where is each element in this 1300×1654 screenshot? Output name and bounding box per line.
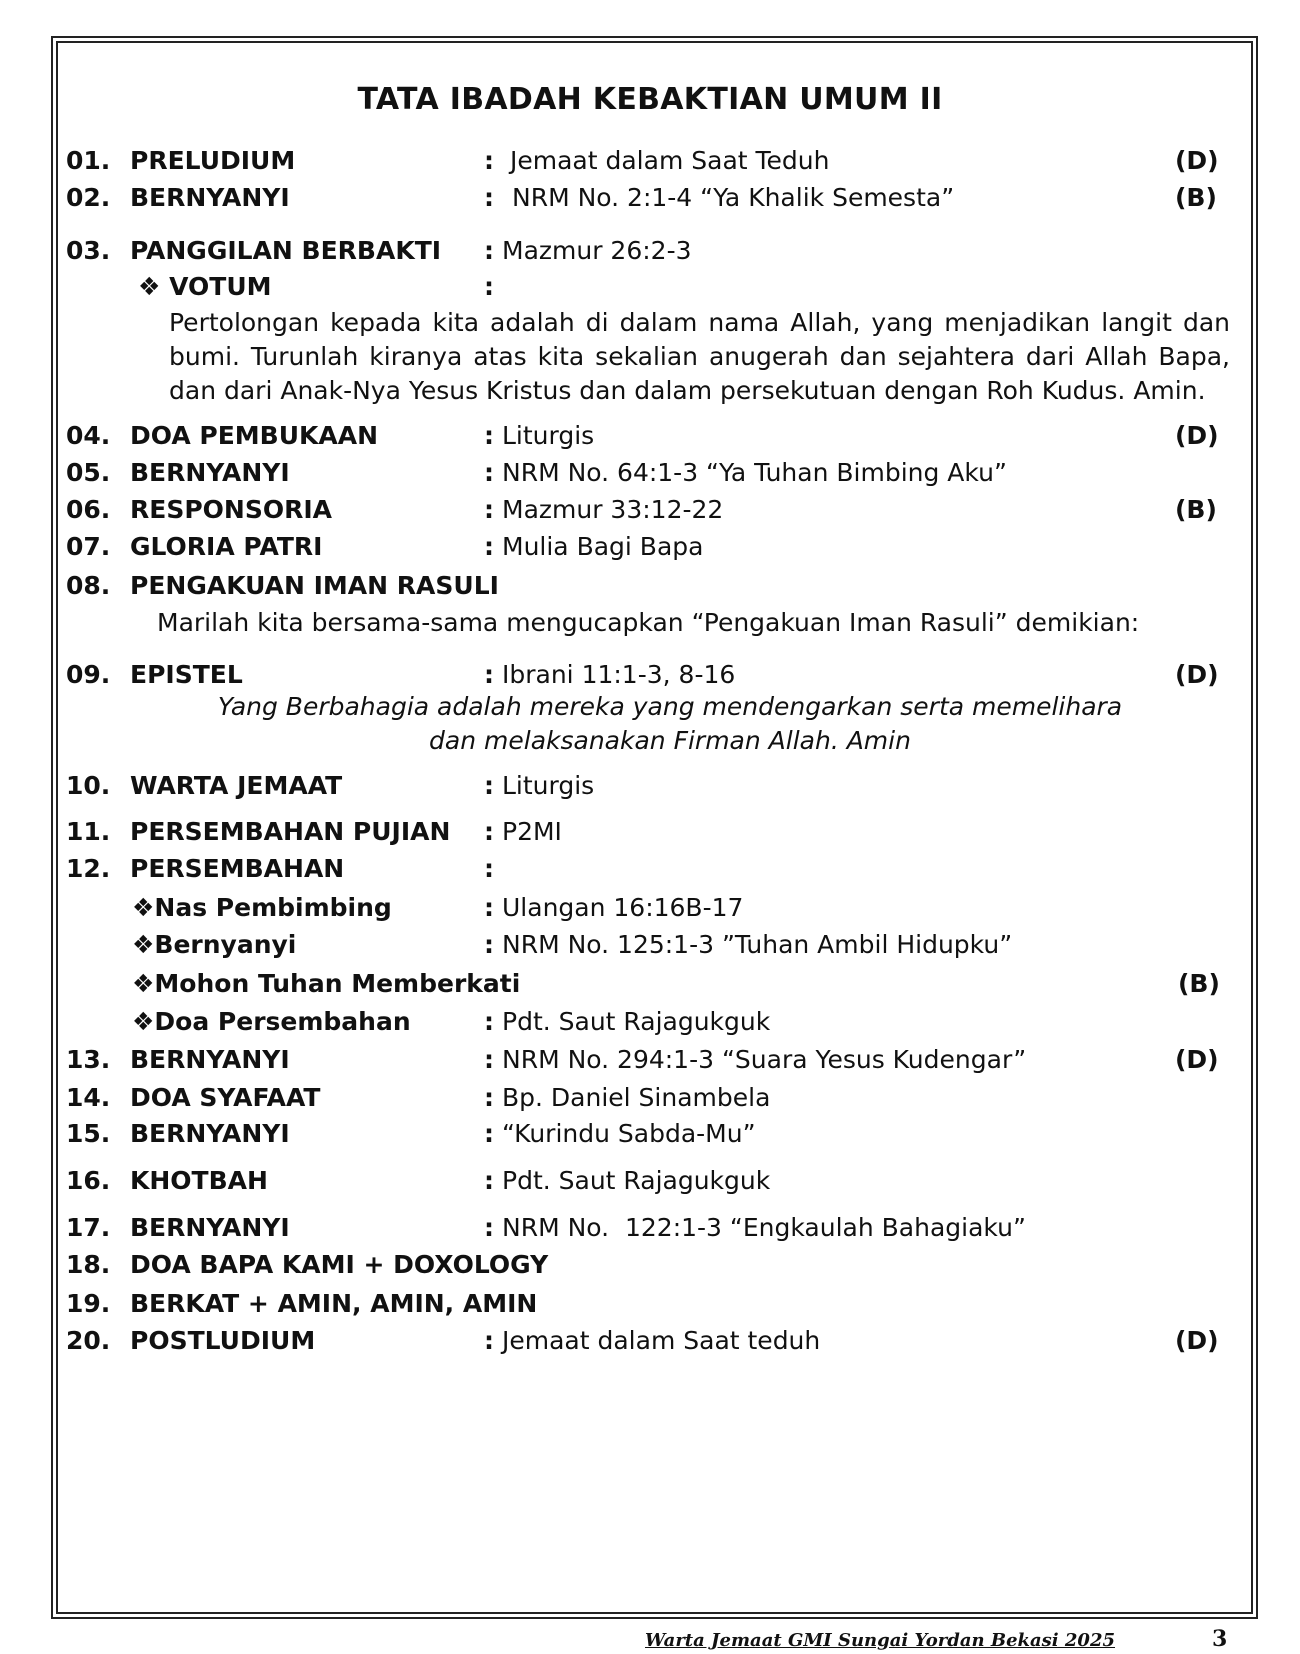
item-label: DOA BAPA KAMI + DOXOLOGY <box>130 1250 549 1279</box>
item-colon: : <box>484 495 494 524</box>
item-colon: : <box>484 458 494 487</box>
list-item <box>0 1081 1300 1115</box>
item-label: PERSEMBAHAN <box>130 854 345 883</box>
list-item <box>0 181 1300 215</box>
list-item <box>0 270 1300 304</box>
list-item <box>0 967 1300 1001</box>
item-number: 14. <box>66 1083 111 1112</box>
item-label: POSTLUDIUM <box>130 1326 316 1355</box>
item-number: 19. <box>66 1289 111 1318</box>
list-item <box>0 419 1300 453</box>
item-number: 07. <box>66 532 111 561</box>
item-label: WARTA JEMAAT <box>130 771 343 800</box>
item-colon: : <box>484 817 494 846</box>
item-number: 06. <box>66 495 111 524</box>
list-item <box>0 144 1300 178</box>
item-colon: : <box>484 1119 494 1148</box>
list-item <box>0 1117 1300 1151</box>
item-value: Ulangan 16:16B-17 <box>502 893 744 922</box>
item-value: NRM No. 125:1-3 ”Tuhan Ambil Hidupku” <box>502 930 1013 959</box>
item-label: PERSEMBAHAN PUJIAN <box>130 817 451 846</box>
item-number: 16. <box>66 1166 111 1195</box>
list-item <box>0 234 1300 268</box>
item-label: ❖Doa Persembahan <box>132 1007 411 1036</box>
list-item <box>0 658 1300 692</box>
item-value: “Kurindu Sabda-Mu” <box>502 1119 756 1148</box>
item-colon: : <box>484 146 494 175</box>
item-value: Bp. Daniel Sinambela <box>502 1083 771 1112</box>
item-value: Jemaat dalam Saat Teduh <box>510 146 830 175</box>
item-number: 10. <box>66 771 111 800</box>
item-label: DOA SYAFAAT <box>130 1083 321 1112</box>
item-label: ❖Mohon Tuhan Memberkati <box>132 969 521 998</box>
list-item <box>0 1164 1300 1198</box>
list-item <box>0 569 1300 603</box>
item-code: (D) <box>1175 660 1219 689</box>
item-label: DOA PEMBUKAAN <box>130 421 379 450</box>
item-value: NRM No. 294:1-3 “Suara Yesus Kudengar” <box>502 1045 1027 1074</box>
item-label: ❖Nas Pembimbing <box>132 893 392 922</box>
item-code: (D) <box>1175 146 1219 175</box>
item-number: 02. <box>66 183 111 212</box>
list-item <box>0 1324 1300 1358</box>
item-value: Ibrani 11:1-3, 8-16 <box>502 660 736 689</box>
item-number: 09. <box>66 660 111 689</box>
list-item <box>0 1248 1300 1282</box>
votum-text: Pertolongan kepada kita adalah di dalam nama Allah, yang menjadikan langit dan bumi. Turunlah kiranya atas kita sekalian anugerah dan sejahtera dari Allah Bapa, dan dari Anak-Nya Yesus Kristus dan dalam persekutuan dengan Roh Kudus. Amin. <box>169 308 1230 405</box>
item-colon: : <box>484 532 494 561</box>
item-colon: : <box>484 236 494 265</box>
list-item <box>0 530 1300 564</box>
item-number: 17. <box>66 1213 111 1242</box>
item-colon: : <box>484 1007 494 1036</box>
item-number: 18. <box>66 1250 111 1279</box>
item-value: Mazmur 33:12-22 <box>502 495 724 524</box>
item-colon: : <box>484 1326 494 1355</box>
item-colon: : <box>484 771 494 800</box>
item-code: (B) <box>1175 495 1217 524</box>
item-number: 15. <box>66 1119 111 1148</box>
item-label: KHOTBAH <box>130 1166 268 1195</box>
item-colon: : <box>484 183 494 212</box>
item-colon: : <box>484 893 494 922</box>
item-label: BERNYANYI <box>130 1213 290 1242</box>
list-item <box>0 815 1300 849</box>
item-label: ❖ VOTUM <box>138 272 272 301</box>
epistel-response-line-1: Yang Berbahagia adalah mereka yang mendengarkan serta memelihara <box>217 692 1123 721</box>
list-item <box>0 852 1300 886</box>
item-label: BERNYANYI <box>130 1045 290 1074</box>
item-label: BERKAT + AMIN, AMIN, AMIN <box>130 1289 538 1318</box>
item-label: BERNYANYI <box>130 1119 290 1148</box>
item-value: Mazmur 26:2-3 <box>502 236 692 265</box>
list-item <box>0 891 1300 925</box>
item-value: P2MI <box>502 817 562 846</box>
item-code: (D) <box>1175 1045 1219 1074</box>
item-colon: : <box>484 1045 494 1074</box>
item-label: ❖Bernyanyi <box>132 930 297 959</box>
list-item <box>0 1005 1300 1039</box>
list-item <box>0 769 1300 803</box>
item-label: EPISTEL <box>130 660 243 689</box>
page-title: TATA IBADAH KEBAKTIAN UMUM II <box>357 82 943 117</box>
item-number: 05. <box>66 458 111 487</box>
item-code: (D) <box>1175 1326 1219 1355</box>
item-value: NRM No. 122:1-3 “Engkaulah Bahagiaku” <box>502 1213 1026 1242</box>
item-colon: : <box>484 1083 494 1112</box>
list-item <box>0 456 1300 490</box>
item-code: (D) <box>1175 421 1219 450</box>
item-number: 11. <box>66 817 111 846</box>
page-number: 3 <box>1212 1626 1228 1652</box>
list-item <box>0 1287 1300 1321</box>
item-label: PANGGILAN BERBAKTI <box>130 236 442 265</box>
item-label: PRELUDIUM <box>130 146 296 175</box>
epistel-response-line-2: dan melaksanakan Firman Allah. Amin <box>429 726 911 755</box>
item-code: (B) <box>1178 969 1220 998</box>
item-number: 20. <box>66 1326 111 1355</box>
list-item <box>0 1211 1300 1245</box>
item-colon: : <box>484 421 494 450</box>
item-value: Liturgis <box>502 771 595 800</box>
pengakuan-text: Marilah kita bersama-sama mengucapkan “Pengakuan Iman Rasuli” demikian: <box>157 608 1140 637</box>
item-label: BERNYANYI <box>130 183 290 212</box>
item-colon: : <box>484 930 494 959</box>
item-value: NRM No. 2:1-4 “Ya Khalik Semesta” <box>512 183 955 212</box>
footer-publication: Warta Jemaat GMI Sungai Yordan Bekasi 2025 <box>645 1630 1115 1651</box>
item-number: 01. <box>66 146 111 175</box>
item-label: GLORIA PATRI <box>130 532 323 561</box>
item-label: PENGAKUAN IMAN RASULI <box>130 571 499 600</box>
item-label: BERNYANYI <box>130 458 290 487</box>
item-value: Liturgis <box>502 421 595 450</box>
item-code: (B) <box>1175 183 1217 212</box>
item-colon: : <box>484 1166 494 1195</box>
item-number: 04. <box>66 421 111 450</box>
item-value: Pdt. Saut Rajagukguk <box>502 1166 771 1195</box>
item-colon: : <box>484 1213 494 1242</box>
item-colon: : <box>484 660 494 689</box>
item-value: Jemaat dalam Saat teduh <box>502 1326 821 1355</box>
list-item <box>0 1043 1300 1077</box>
item-colon: : <box>484 272 494 301</box>
item-value: Mulia Bagi Bapa <box>502 532 704 561</box>
list-item <box>0 928 1300 962</box>
item-number: 13. <box>66 1045 111 1074</box>
item-value: Pdt. Saut Rajagukguk <box>502 1007 771 1036</box>
item-number: 08. <box>66 571 111 600</box>
item-colon: : <box>484 854 494 883</box>
item-number: 12. <box>66 854 111 883</box>
item-value: NRM No. 64:1-3 “Ya Tuhan Bimbing Aku” <box>502 458 1007 487</box>
list-item <box>0 493 1300 527</box>
item-label: RESPONSORIA <box>130 495 332 524</box>
item-number: 03. <box>66 236 111 265</box>
